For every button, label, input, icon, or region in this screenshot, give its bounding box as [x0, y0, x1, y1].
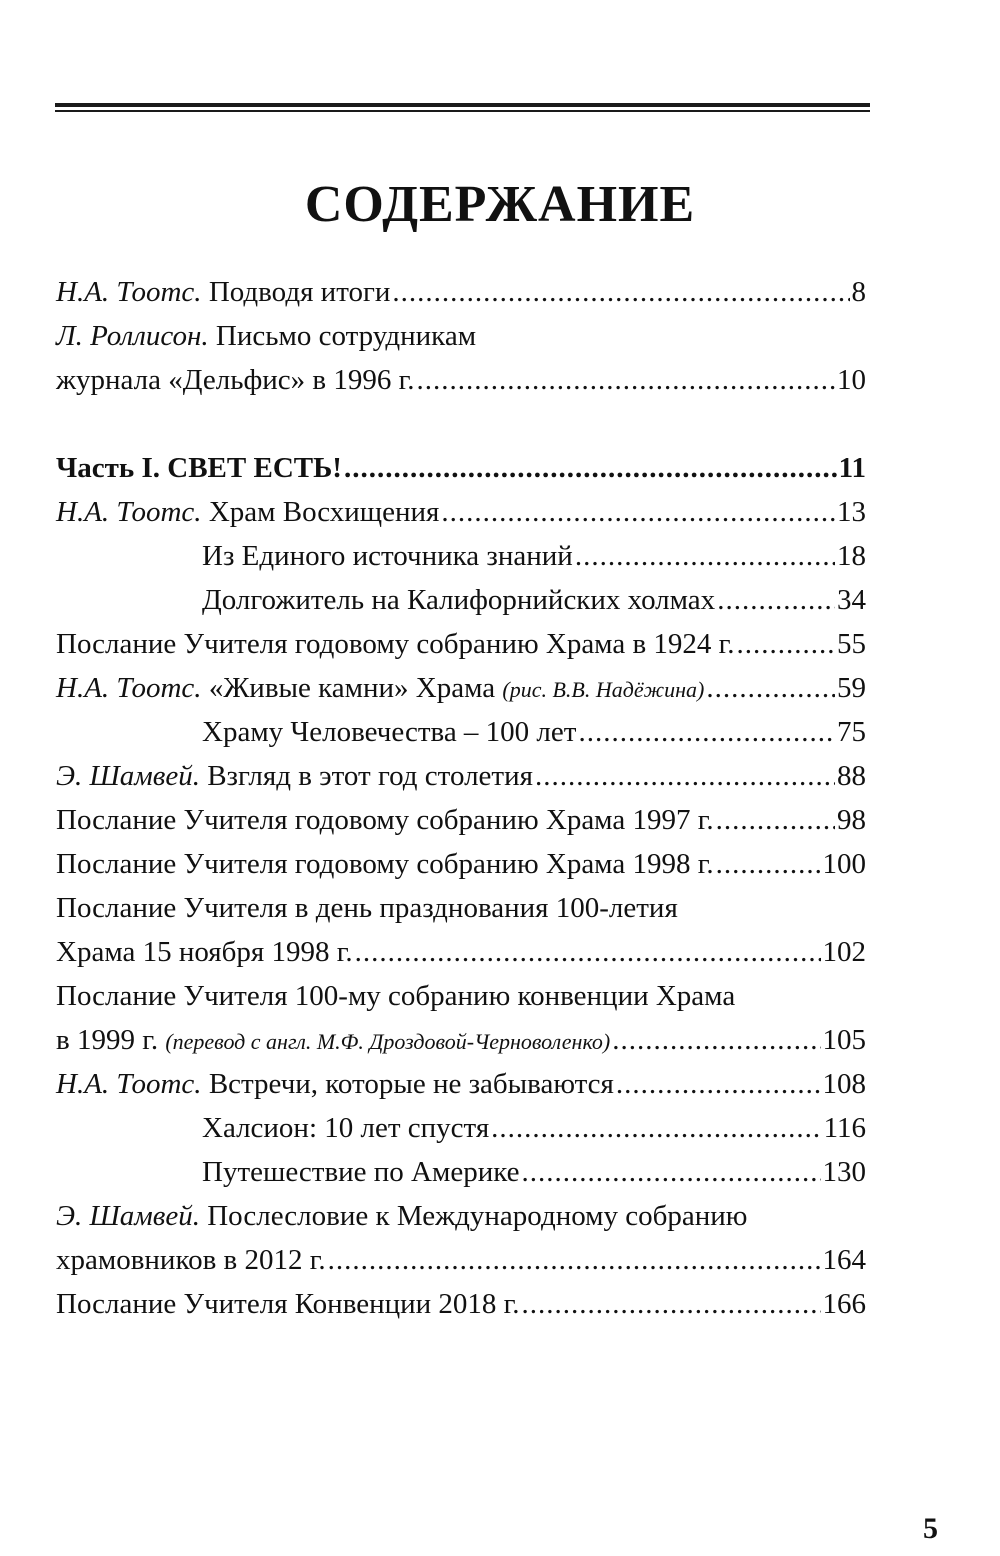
toc-entry — [56, 1062, 866, 1106]
toc-title: журнала «Дельфис» в 1996 г. — [56, 364, 415, 396]
dot-leader — [344, 446, 837, 490]
toc-entry — [56, 842, 866, 886]
toc-page-number: 116 — [823, 1112, 866, 1144]
dot-leader — [612, 1018, 820, 1062]
toc-author: Н.А. Тоотс. — [56, 1068, 202, 1100]
toc-part-heading — [56, 446, 866, 490]
dot-leader — [578, 710, 835, 754]
toc-entry — [56, 622, 866, 666]
top-rule-thin — [55, 110, 870, 112]
toc-entry — [56, 798, 866, 842]
toc-entry — [56, 1106, 866, 1150]
toc-title: Послание Учителя годовому собранию Храма в 1924 г. — [56, 628, 735, 660]
toc-page-number: 11 — [838, 452, 866, 484]
toc-page-number: 108 — [822, 1068, 866, 1100]
top-rule-thick — [55, 103, 870, 107]
dot-leader — [522, 1282, 821, 1326]
toc-page-number: 75 — [837, 716, 866, 748]
dot-leader — [328, 1238, 821, 1282]
toc-page-number: 105 — [822, 1024, 866, 1056]
toc-page-number: 8 — [851, 276, 866, 308]
toc-title: Халсион: 10 лет спустя — [202, 1112, 490, 1144]
toc-entry — [56, 754, 866, 798]
toc-author: Э. Шамвей. — [56, 1200, 200, 1232]
part-title: Часть I. СВЕТ ЕСТЬ! — [56, 452, 342, 484]
toc-page-number: 98 — [837, 804, 866, 836]
toc-page-number: 13 — [837, 496, 866, 528]
page-title: СОДЕРЖАНИЕ — [304, 175, 696, 233]
toc-page-number: 18 — [837, 540, 866, 572]
dot-leader — [575, 534, 835, 578]
dot-leader — [522, 1150, 821, 1194]
toc-page-number: 88 — [837, 760, 866, 792]
dot-leader — [706, 666, 835, 710]
toc-title: храмовников в 2012 г. — [56, 1244, 326, 1276]
toc-title: Послание Учителя 100-му собранию конвенции Храма — [56, 980, 736, 1012]
table-of-contents — [56, 270, 866, 1326]
toc-title: Путешествие по Америке — [202, 1156, 520, 1188]
toc-title: Взгляд в этот год столетия — [207, 760, 533, 792]
toc-entry — [56, 314, 866, 358]
toc-entry — [56, 270, 866, 314]
dot-leader — [392, 270, 849, 314]
toc-entry — [56, 1194, 866, 1238]
toc-title: Храму Человечества – 100 лет — [202, 716, 577, 748]
dot-leader — [355, 930, 821, 974]
toc-title: Послание Учителя в день празднования 100-летия — [56, 892, 678, 924]
toc-page-number: 100 — [822, 848, 866, 880]
toc-title: Послание Учителя Конвенции 2018 г. — [56, 1288, 520, 1320]
toc-entry — [56, 710, 866, 754]
dot-leader — [441, 490, 835, 534]
toc-title: в 1999 г. — [56, 1024, 159, 1056]
dot-leader — [616, 1062, 821, 1106]
toc-entry — [56, 534, 866, 578]
toc-note: (рис. В.В. Надёжина) — [502, 677, 705, 702]
toc-title: Встречи, которые не забываются — [208, 1068, 614, 1100]
toc-page-number: 166 — [822, 1288, 866, 1320]
dot-leader — [416, 358, 835, 402]
toc-title: Долгожитель на Калифорнийских холмах — [202, 584, 716, 616]
toc-title: Послесловие к Международному собранию — [207, 1200, 748, 1232]
toc-page-number: 164 — [822, 1244, 866, 1276]
toc-page-number: 102 — [822, 936, 866, 968]
toc-entry — [56, 886, 866, 930]
dot-leader — [717, 578, 835, 622]
dot-leader — [535, 754, 835, 798]
dot-leader — [716, 842, 821, 886]
toc-title: Храм Восхищения — [208, 496, 440, 528]
toc-entry-continuation — [56, 358, 866, 402]
toc-author: Н.А. Тоотс. — [56, 496, 202, 528]
toc-note: (перевод с англ. М.Ф. Дроздовой-Черноволенко) — [165, 1029, 611, 1054]
toc-author: Н.А. Тоотс. — [56, 276, 202, 308]
toc-entry — [56, 666, 866, 710]
toc-author: Н.А. Тоотс. — [56, 672, 202, 704]
toc-entry-continuation — [56, 1238, 866, 1282]
dot-leader — [491, 1106, 821, 1150]
toc-author: Э. Шамвей. — [56, 760, 200, 792]
dot-leader — [716, 798, 835, 842]
toc-title: Храма 15 ноября 1998 г. — [56, 936, 353, 968]
toc-page-number: 59 — [837, 672, 866, 704]
toc-entry — [56, 490, 866, 534]
toc-entry — [56, 578, 866, 622]
toc-title: «Живые камни» Храма — [208, 672, 496, 704]
toc-title: Из Единого источника знаний — [202, 540, 573, 572]
toc-title: Подводя итоги — [208, 276, 391, 308]
toc-author: Л. Роллисон. — [56, 320, 209, 352]
toc-page-number: 10 — [837, 364, 866, 396]
toc-page-number: 55 — [837, 628, 866, 660]
toc-entry — [56, 1282, 866, 1326]
dot-leader — [737, 622, 835, 666]
toc-entry — [56, 974, 866, 1018]
toc-title: Послание Учителя годовому собранию Храма 1997 г. — [56, 804, 714, 836]
toc-entry-continuation — [56, 930, 866, 974]
toc-title: Письмо сотрудникам — [215, 320, 477, 352]
page-number: 5 — [923, 1512, 938, 1545]
toc-entry — [56, 1150, 866, 1194]
toc-page-number: 130 — [822, 1156, 866, 1188]
toc-entry-continuation — [56, 1018, 866, 1062]
toc-title: Послание Учителя годовому собранию Храма 1998 г. — [56, 848, 714, 880]
toc-page-number: 34 — [837, 584, 866, 616]
